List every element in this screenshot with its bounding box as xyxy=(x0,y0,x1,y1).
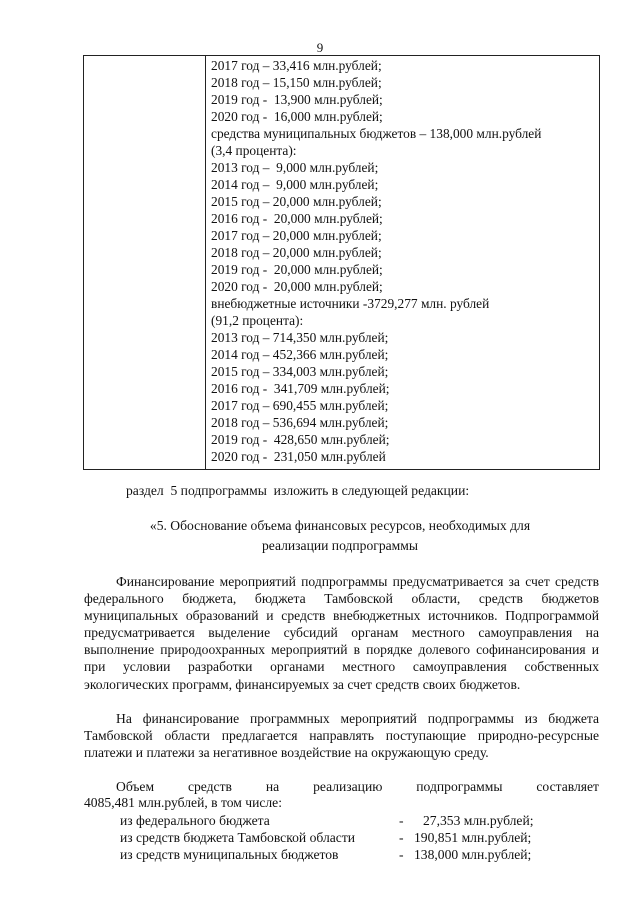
section-heading-line-1: «5. Обоснование объема финансовых ресурсов, необходимых для xyxy=(149,518,531,533)
table-line: средства муниципальных бюджетов – 138,000 млн.рублей xyxy=(211,126,542,141)
table-line: 2013 год – 714,350 млн.рублей; xyxy=(211,330,389,345)
table-line: 2014 год – 452,366 млн.рублей; xyxy=(211,347,389,362)
table-line: (91,2 процента): xyxy=(211,313,304,328)
breakdown-source: из федерального бюджета xyxy=(120,813,270,828)
table-line: 2017 год – 33,416 млн.рублей; xyxy=(211,58,382,73)
table-line: 2020 год - 231,050 млн.рублей xyxy=(211,449,386,464)
table-column-divider xyxy=(205,56,206,469)
breakdown-dash: - xyxy=(399,830,404,845)
paragraph-total-volume: Объем средств на реализацию подпрограммы составляет xyxy=(116,779,599,794)
table-line: 2016 год - 20,000 млн.рублей; xyxy=(211,211,383,226)
breakdown-amount: 138,000 млн.рублей; xyxy=(414,847,532,862)
table-line: 2019 год - 428,650 млн.рублей; xyxy=(211,432,390,447)
table-line: 2018 год – 536,694 млн.рублей; xyxy=(211,415,389,430)
table-line: 2020 год - 20,000 млн.рублей; xyxy=(211,279,383,294)
page-number: 9 xyxy=(316,40,324,55)
paragraph-total-volume-cont: 4085,481 млн.рублей, в том числе: xyxy=(84,795,282,810)
paragraph-financing-sources: Финансирование мероприятий подпрограммы предусматривается за счет средств федерального бюджета, бюджета Тамбовской области, средств бюджетов муниципальных образований и средств внебюджетных источников. Подпрограммой предусматривается выделение субсидий органам местного самоуправления на выполнение природоохранных мероприятий в порядке долевого софинансирования и при условии разработки органами местного самоуправления собственных экологических программ, финансируемых за счет средств своих бюджетов. xyxy=(84,574,599,692)
table-line: 2015 год – 334,003 млн.рублей; xyxy=(211,364,389,379)
section-heading xyxy=(80,516,600,556)
table-line: 2013 год – 9,000 млн.рублей; xyxy=(211,160,379,175)
table-line: 2019 год - 13,900 млн.рублей; xyxy=(211,92,383,107)
breakdown-dash: - xyxy=(399,813,404,828)
table-line: (3,4 процента): xyxy=(211,143,297,158)
section-amendment-note: раздел 5 подпрограммы изложить в следующей редакции: xyxy=(126,483,470,498)
table-line: 2019 год - 20,000 млн.рублей; xyxy=(211,262,383,277)
breakdown-dash: - xyxy=(399,847,404,862)
table-line: внебюджетные источники -3729,277 млн. рублей xyxy=(211,296,490,311)
table-line: 2018 год – 20,000 млн.рублей; xyxy=(211,245,382,260)
financing-table-cell xyxy=(211,57,595,465)
breakdown-source: из средств бюджета Тамбовской области xyxy=(120,830,356,845)
breakdown-amount: 190,851 млн.рублей; xyxy=(414,830,532,845)
table-line: 2017 год – 20,000 млн.рублей; xyxy=(211,228,382,243)
section-heading-line-2: реализации подпрограммы xyxy=(261,538,419,553)
table-line: 2017 год – 690,455 млн.рублей; xyxy=(211,398,389,413)
table-line: 2018 год – 15,150 млн.рублей; xyxy=(211,75,382,90)
table-line: 2016 год - 341,709 млн.рублей; xyxy=(211,381,390,396)
breakdown-row xyxy=(120,847,560,911)
financing-table xyxy=(83,55,600,470)
table-line: 2014 год – 9,000 млн.рублей; xyxy=(211,177,379,192)
paragraph-regional-budget: На финансирование программных мероприятий подпрограммы из бюджета Тамбовской области предлагается направлять поступающие природно-ресурсные платежи и платежи за негативное воздействие на окружающую среду. xyxy=(84,711,599,761)
table-line: 2020 год - 16,000 млн.рублей; xyxy=(211,109,383,124)
breakdown-source: из средств муниципальных бюджетов xyxy=(120,847,339,862)
table-line: 2015 год – 20,000 млн.рублей; xyxy=(211,194,382,209)
breakdown-amount: 27,353 млн.рублей; xyxy=(423,813,534,828)
